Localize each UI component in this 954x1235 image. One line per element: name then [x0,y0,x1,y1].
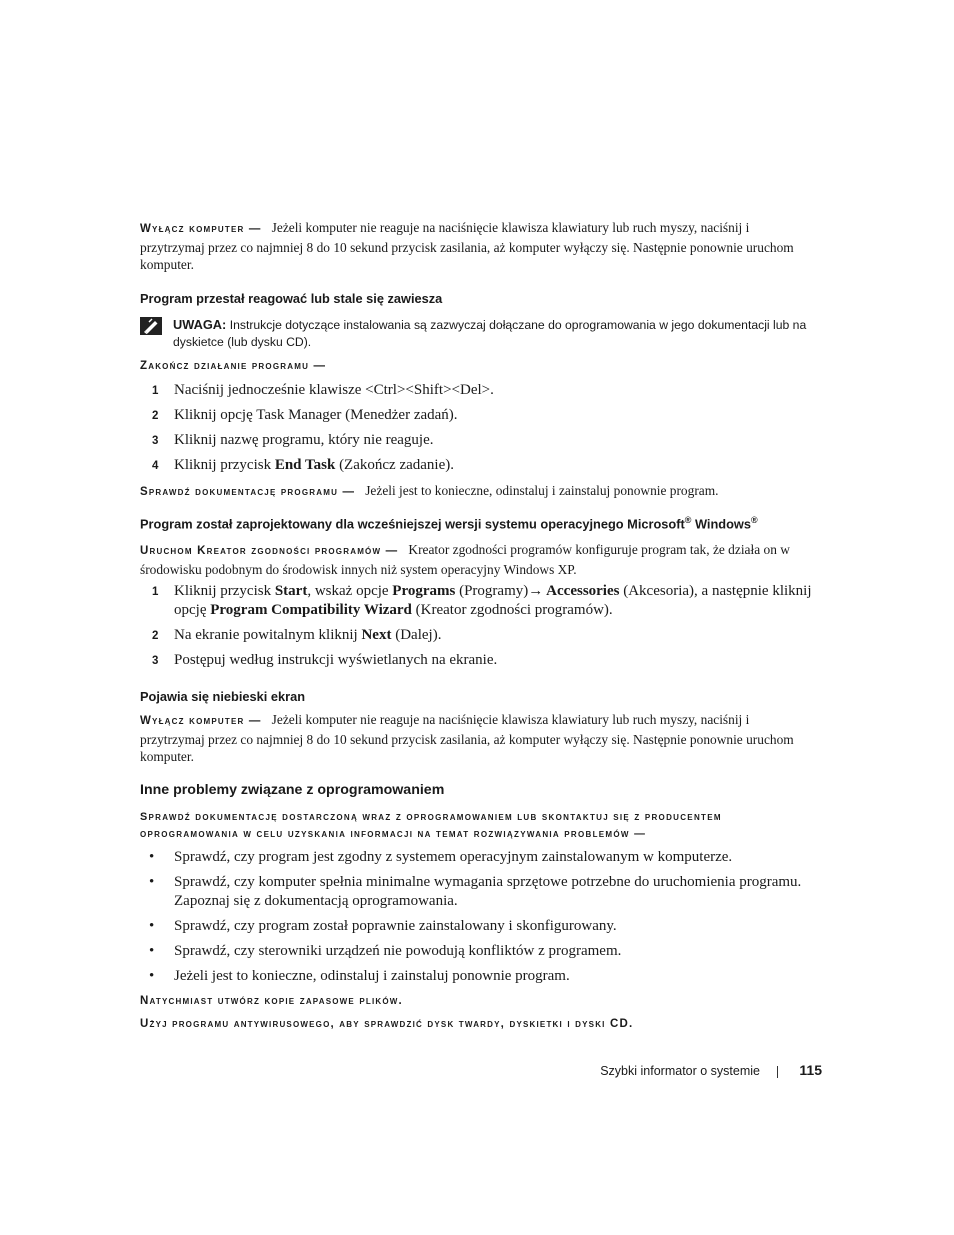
software-checklist [140,848,820,986]
shutdown-label: Wyłącz komputer — [140,223,262,235]
shutdown-text-2: Jeżeli komputer nie reaguje na naciśnięcie klawisza klawiatury lub ruch myszy, naciśnij i przytrzymaj przez co najmniej 8 do 10 sekund przycisk zasilania, aż komputer wyłączy się. Następnie ponownie uruchom komputer. [140,712,794,764]
page-number: 115 [799,1062,822,1078]
end-program-label: Zakończ działanie programu — [140,360,327,372]
compat-wizard-label: Uruchom Kreator zgodności programów — [140,545,399,557]
heading-other-problems: Inne problemy związane z oprogramowaniem [140,782,445,798]
list-item: 1 Kliknij przycisk Start, wskaż opcje Programs (Programy)→ Accessories (Akcesoria), a następnie kliknij opcję Program Compatibility Wizard (Kreator zgodności programów). [152,583,812,618]
list-item: • Sprawdź, czy sterowniki urządzeń nie powodują konfliktów z programem. [149,943,622,959]
list-item: 4 Kliknij przycisk End Task (Zakończ zadanie). [152,457,454,473]
check-docs-paragraph [140,482,816,502]
end-task-button-name: End Task [274,457,336,473]
page-footer [560,1062,822,1080]
list-item: 2 Na ekranie powitalnym kliknij Next (Dalej). [152,627,442,643]
footer-divider [777,1066,778,1078]
compat-wizard-steps [140,582,820,670]
shutdown-text: Jeżeli komputer nie reaguje na naciśnięcie klawisza klawiatury lub ruch myszy, naciśnij i przytrzymaj przez co najmniej 8 do 10 sekund przycisk zasilania, aż komputer wyłączy się. Następnie ponownie uruchom komputer. [140,220,794,272]
check-docs-text: Jeżeli jest to konieczne, odinstaluj i zainstaluj ponownie program. [365,483,719,498]
list-item: • Sprawdź, czy komputer spełnia minimalne wymagania sprzętowe potrzebne do uruchomienia programu. Zapoznaj się z dokumentacją oprogramowania. [149,874,802,909]
antivirus-label: Użyj programu antywirusowego, aby sprawdzić dysk twardy, dyskietki i dyski CD. [140,1018,634,1030]
list-item: • Sprawdź, czy program został poprawnie zainstalowany i skonfigurowany. [149,918,617,934]
check-docs-label: Sprawdź dokumentację programu — [140,486,356,498]
check-vendor-docs-label: Sprawdź dokumentację dostarczoną wraz z oprogramowaniem lub skontaktuj się z producentem oprogramowania w celu uzyskania informacji na temat rozwiązywania problemów — [140,811,722,840]
backup-label: Natychmiast utwórz kopie zapasowe plików. [140,995,403,1007]
list-item: 1 Naciśnij jednocześnie klawisze <Ctrl><Shift><Del>. [152,382,494,398]
note-text: Instrukcje dotyczące instalowania są zazwyczaj dołączane do oprogramowania w jego dokumentacji lub na dyskietce (lub dysku CD). [173,318,807,349]
end-program-steps [140,381,820,475]
list-item: 3 Postępuj według instrukcji wyświetlanych na ekranie. [152,652,498,668]
compat-wizard-text: Kreator zgodności programów konfiguruje program tak, że działa on w środowisku podobnym do środowisk innych niż system operacyjny Windows XP. [140,542,790,577]
heading-older-windows: Program został zaprojektowany dla wcześniejszej wersji systemu operacyjnego Microsoft® Windows® [140,515,758,532]
list-item: • Sprawdź, czy program jest zgodny z systemem operacyjnym zainstalowanym w komputerze. [149,849,733,865]
note-label: UWAGA: [173,317,227,332]
note-pencil-icon [140,317,162,335]
list-item: 3 Kliknij nazwę programu, który nie reaguje. [152,432,434,448]
shutdown-paragraph-2 [140,711,816,766]
footer-title: Szybki informator o systemie [600,1064,760,1078]
compat-wizard-paragraph [140,541,816,578]
note-block [140,317,820,350]
heading-blue-screen: Pojawia się niebieski ekran [140,689,306,704]
shutdown-label-2: Wyłącz komputer — [140,715,262,727]
list-item: • Jeżeli jest to konieczne, odinstaluj i zainstaluj ponownie program. [149,968,570,984]
heading-program-hangs: Program przestał reagować lub stale się zawiesza [140,291,443,306]
list-item: 2 Kliknij opcję Task Manager (Menedżer zadań). [152,407,458,423]
shutdown-paragraph [140,219,816,274]
